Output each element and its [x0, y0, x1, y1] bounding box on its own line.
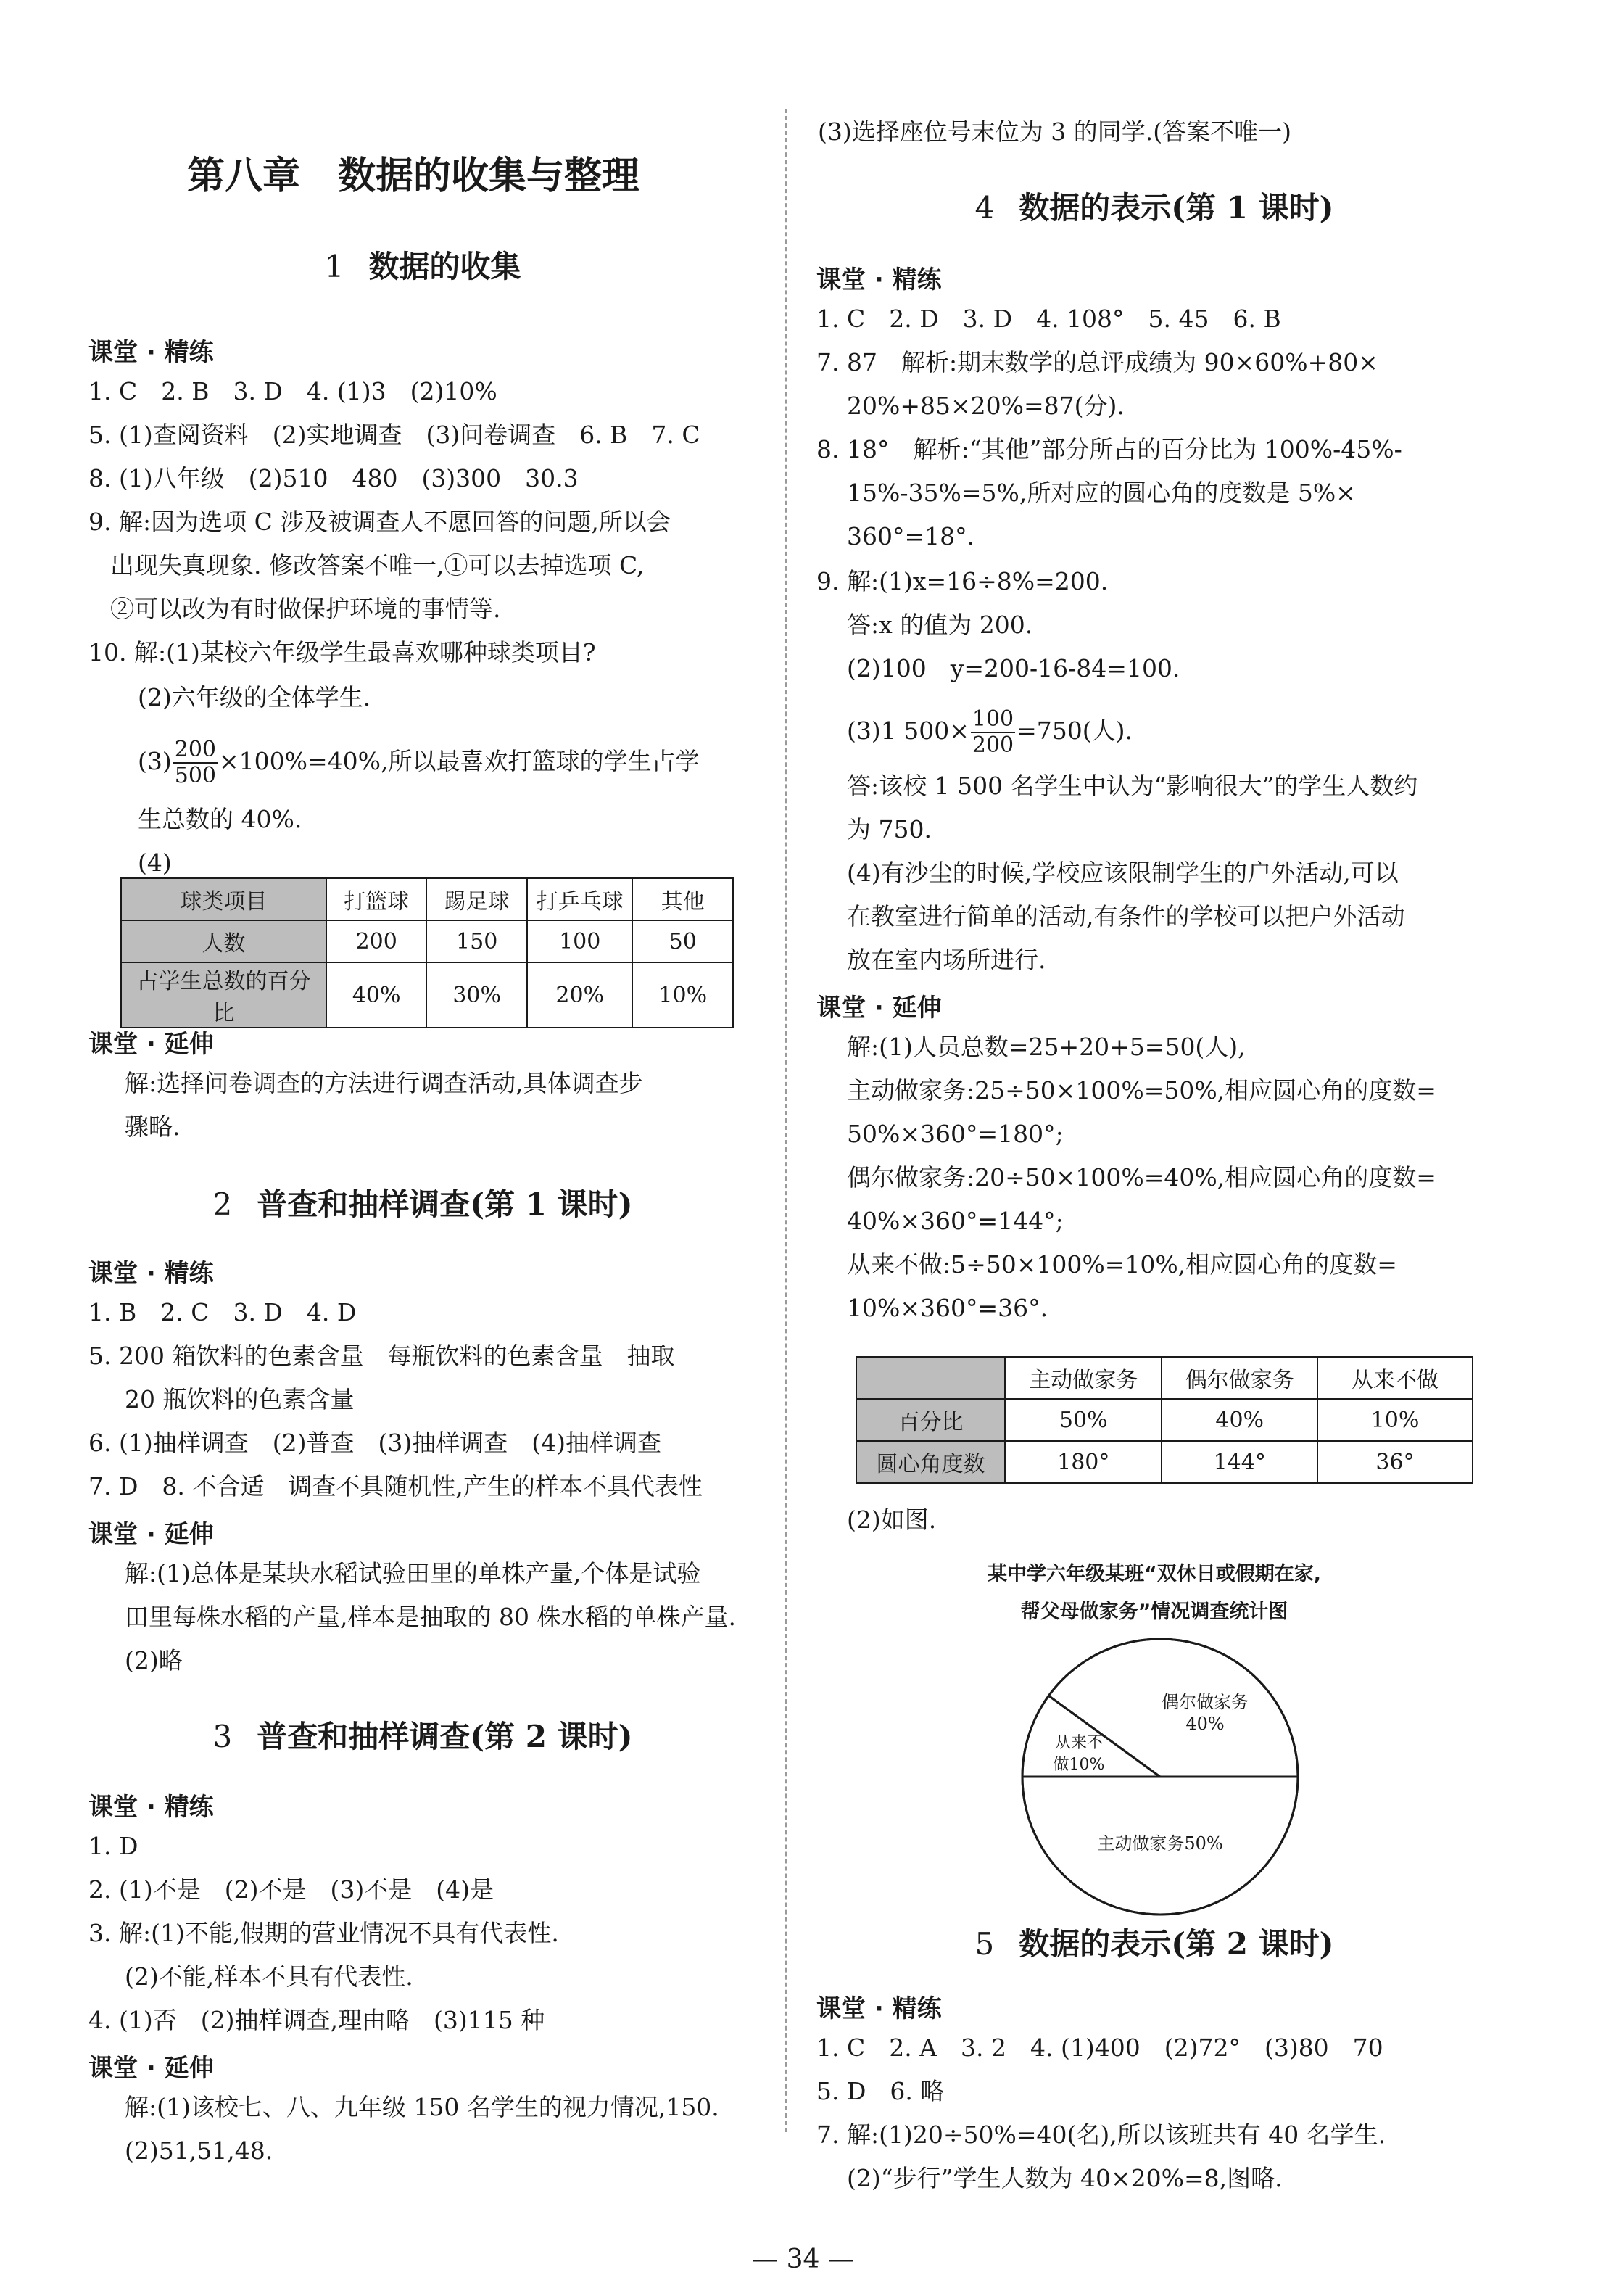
section-2-number: 2: [212, 1186, 233, 1222]
s4-line-10-suffix: =750(人).: [1017, 717, 1133, 745]
section-5-title: [806, 1920, 1502, 1964]
table-header-cell: 踢足球: [426, 878, 526, 920]
s5-heading-practice: 课堂 · 精练: [816, 1994, 942, 2023]
ball-sports-table: [120, 877, 734, 1028]
table-row: [121, 920, 733, 962]
s2-line-1: 1. B 2. C 3. D 4. D: [88, 1298, 357, 1326]
s3-line-3: 3. 解:(1)不能,假期的营业情况不具有代表性.: [88, 1919, 559, 1947]
s1-line-6: ②可以改为有时做保护环境的事情等.: [110, 595, 501, 623]
s1-ext-line-1: 解:选择问卷调查的方法进行调查活动,具体调查步: [125, 1069, 643, 1097]
section-3-number: 3: [212, 1719, 233, 1754]
s1-line-1: 1. C 2. B 3. D 4. (1)3 (2)10%: [88, 377, 497, 405]
s1-line-10: 生总数的 40%.: [138, 805, 302, 833]
s1-line-9-prefix: (3): [138, 747, 172, 775]
fraction-200-500: [173, 738, 218, 788]
s4-line-5: 15%-35%=5%,所对应的圆心角的度数是 5%×: [847, 479, 1356, 507]
pie-chart: [1015, 1632, 1305, 1922]
table-header-cell: [856, 1357, 1005, 1399]
s1-line-8: (2)六年级的全体学生.: [138, 683, 371, 711]
table-row: [121, 878, 733, 920]
fraction-denominator: 500: [174, 763, 217, 788]
s4-line-15: 放在室内场所进行.: [847, 946, 1046, 974]
pie-label-line: 偶尔做家务: [1162, 1692, 1249, 1712]
s5-line-3: 7. 解:(1)20÷50%=40(名),所以该班共有 40 名学生.: [816, 2121, 1386, 2149]
s4-line-2: 7. 87 解析:期末数学的总评成绩为 90×60%+80×: [816, 348, 1378, 376]
s3-line-1: 1. D: [88, 1832, 138, 1860]
table-row: [856, 1441, 1473, 1483]
s4-ext-line-8: (2)如图.: [847, 1506, 937, 1534]
s4-line-11: 答:该校 1 500 名学生中认为“影响很大”的学生人数约: [847, 772, 1418, 800]
pie-chart-title: 某中学六年级某班“双休日或假期在家,: [987, 1563, 1321, 1585]
s3-line-5: 4. (1)否 (2)抽样调查,理由略 (3)115 种: [88, 2006, 545, 2034]
section-4-title: [806, 184, 1502, 228]
section-2-title: [86, 1181, 760, 1224]
s4-heading-practice: 课堂 · 精练: [816, 265, 942, 294]
table-row: [121, 962, 733, 1028]
s2-line-4: 6. (1)抽样调查 (2)普查 (3)抽样调查 (4)抽样调查: [88, 1429, 661, 1457]
pie-label-line: 做10%: [1053, 1756, 1105, 1774]
s1-line-11: (4): [138, 848, 172, 877]
table-cell: 人数: [121, 920, 326, 962]
s2-heading-practice: 课堂 · 精练: [88, 1259, 214, 1288]
table-cell: 20%: [527, 962, 633, 1028]
s4-ext-line-1: 解:(1)人员总数=25+20+5=50(人),: [847, 1033, 1246, 1061]
table-header-cell: 主动做家务: [1005, 1357, 1162, 1399]
s5-line-2: 5. D 6. 略: [816, 2077, 945, 2105]
s4-line-14: 在教室进行简单的活动,有条件的学校可以把户外活动: [847, 902, 1405, 930]
table-cell: 150: [426, 920, 526, 962]
s1-heading-practice: 课堂 · 精练: [88, 338, 214, 367]
s4-line-7: 9. 解:(1)x=16÷8%=200.: [816, 567, 1109, 595]
table-header-cell: 打乒乓球: [527, 878, 633, 920]
s2-line-3: 20 瓶饮料的色素含量: [125, 1385, 355, 1413]
s5-line-1: 1. C 2. A 3. 2 4. (1)400 (2)72° (3)80 70: [816, 2033, 1383, 2062]
s2-ext-line-3: (2)略: [125, 1646, 183, 1674]
s2-heading-extension: 课堂 · 延伸: [88, 1520, 214, 1549]
s5-line-4: (2)“步行”学生人数为 40×20%=8,图略.: [847, 2164, 1283, 2192]
pie-chart-subtitle: 帮父母做家务”情况调查统计图: [1020, 1601, 1288, 1623]
s4-ext-line-5: 40%×360°=144°;: [847, 1207, 1064, 1235]
s2-line-2: 5. 200 箱饮料的色素含量 每瓶饮料的色素含量 抽取: [88, 1342, 675, 1370]
table-header-cell: 球类项目: [121, 878, 326, 920]
pie-slices: [1022, 1639, 1298, 1915]
s2-ext-line-2: 田里每株水稻的产量,样本是抽取的 80 株水稻的单株产量.: [125, 1603, 736, 1631]
table-cell: 50: [632, 920, 733, 962]
table-cell: 占学生总数的百分比: [121, 962, 326, 1028]
table-cell: 200: [326, 920, 426, 962]
column-divider: [785, 109, 787, 2132]
table-cell: 144°: [1162, 1441, 1317, 1483]
fraction-numerator: 200: [174, 737, 217, 762]
s3-heading-practice: 课堂 · 精练: [88, 1793, 214, 1822]
s4-ext-line-6: 从来不做:5÷50×100%=10%,相应圆心角的度数=: [847, 1250, 1397, 1279]
page-number: — 34 —: [752, 2245, 854, 2274]
section-1-number: 1: [324, 249, 344, 284]
s1-line-4: 9. 解:因为选项 C 涉及被调查人不愿回答的问题,所以会: [88, 508, 671, 536]
s1-line-2: 5. (1)查阅资料 (2)实地调查 (3)问卷调查 6. B 7. C: [88, 421, 700, 449]
s4-ext-line-2: 主动做家务:25÷50×100%=50%,相应圆心角的度数=: [847, 1076, 1436, 1104]
section-3-text: 普查和抽样调查(第 2 课时): [257, 1719, 633, 1754]
table-cell: 50%: [1005, 1399, 1162, 1441]
s3-line-4: (2)不能,样本不具有代表性.: [125, 1962, 413, 1991]
fraction-numerator: 100: [972, 706, 1014, 732]
section-5-text: 数据的表示(第 2 课时): [1019, 1926, 1334, 1962]
s2-ext-line-1: 解:(1)总体是某块水稻试验田里的单株产量,个体是试验: [125, 1559, 701, 1587]
pie-label: [1097, 1833, 1222, 1854]
s4-heading-extension: 课堂 · 延伸: [816, 994, 942, 1023]
table-cell: 30%: [426, 962, 526, 1028]
s1-ext-line-2: 骤略.: [125, 1112, 181, 1141]
s3-ext-line-2: (2)51,51,48.: [125, 2136, 273, 2165]
s1-line-3: 8. (1)八年级 (2)510 480 (3)300 30.3: [88, 464, 579, 492]
pie-label-line: 从来不: [1054, 1734, 1104, 1752]
s4-line-3: 20%+85×20%=87(分).: [847, 392, 1125, 420]
fraction-denominator: 200: [972, 732, 1014, 758]
s4-line-8: 答:x 的值为 200.: [847, 611, 1033, 639]
section-5-number: 5: [974, 1926, 995, 1962]
section-2-text: 普查和抽样调查(第 1 课时): [257, 1186, 633, 1222]
s4-line-13: (4)有沙尘的时候,学校应该限制学生的户外活动,可以: [847, 859, 1399, 887]
s4-ext-line-4: 偶尔做家务:20÷50×100%=40%,相应圆心角的度数=: [847, 1163, 1436, 1192]
s2-line-5: 7. D 8. 不合适 调查不具随机性,产生的样本不具代表性: [88, 1472, 703, 1500]
s4-ext-line-7: 10%×360°=36°.: [847, 1294, 1048, 1322]
r-line-0: (3)选择座位号末位为 3 的同学.(答案不唯一): [818, 117, 1291, 146]
table-header-cell: 其他: [632, 878, 733, 920]
table-cell: 圆心角度数: [856, 1441, 1005, 1483]
table-cell: 10%: [632, 962, 733, 1028]
s4-line-4: 8. 18° 解析:“其他”部分所占的百分比为 100%-45%-: [816, 435, 1402, 463]
table-row: [856, 1399, 1473, 1441]
s1-line-9: [138, 732, 700, 790]
s4-line-6: 360°=18°.: [847, 522, 975, 550]
s1-line-7: 10. 解:(1)某校六年级学生最喜欢哪种球类项目?: [88, 638, 596, 666]
s1-heading-extension: 课堂 · 延伸: [88, 1030, 214, 1059]
table-cell: 40%: [1162, 1399, 1317, 1441]
pie-label-line: 40%: [1185, 1714, 1225, 1734]
section-4-number: 4: [974, 190, 995, 226]
s1-line-5: 出现失真现象. 修改答案不唯一,①可以去掉选项 C,: [110, 551, 645, 579]
section-4-text: 数据的表示(第 1 课时): [1019, 190, 1334, 226]
table-header-cell: 打篮球: [326, 878, 426, 920]
section-1-text: 数据的收集: [368, 249, 521, 284]
table-cell: 10%: [1317, 1399, 1473, 1441]
s4-ext-line-3: 50%×360°=180°;: [847, 1120, 1064, 1148]
s3-line-2: 2. (1)不是 (2)不是 (3)不是 (4)是: [88, 1875, 494, 1904]
table-cell: 100: [527, 920, 633, 962]
table-cell: 40%: [326, 962, 426, 1028]
s3-heading-extension: 课堂 · 延伸: [88, 2054, 214, 2083]
table-row: [856, 1357, 1473, 1399]
s4-line-10: [847, 702, 1133, 760]
housework-table: [856, 1356, 1473, 1484]
fraction-100-200: [971, 707, 1015, 758]
table-cell: 180°: [1005, 1441, 1162, 1483]
s4-line-12: 为 750.: [847, 815, 932, 843]
section-1-title: [86, 243, 760, 286]
table-header-cell: 偶尔做家务: [1162, 1357, 1317, 1399]
s4-line-10-prefix: (3)1 500×: [847, 717, 969, 745]
pie-label-line: 主动做家务50%: [1097, 1833, 1223, 1854]
s3-ext-line-1: 解:(1)该校七、八、九年级 150 名学生的视力情况,150.: [125, 2093, 719, 2121]
s4-line-9: (2)100 y=200-16-84=100.: [847, 654, 1180, 682]
section-3-title: [86, 1713, 760, 1756]
s4-line-1: 1. C 2. D 3. D 4. 108° 5. 45 6. B: [816, 305, 1281, 333]
chapter-title: 第八章 数据的收集与整理: [187, 154, 640, 198]
table-cell: 36°: [1317, 1441, 1473, 1483]
table-header-cell: 从来不做: [1317, 1357, 1473, 1399]
table-cell: 百分比: [856, 1399, 1005, 1441]
s1-line-9-suffix: ×100%=40%,所以最喜欢打篮球的学生占学: [219, 747, 700, 775]
